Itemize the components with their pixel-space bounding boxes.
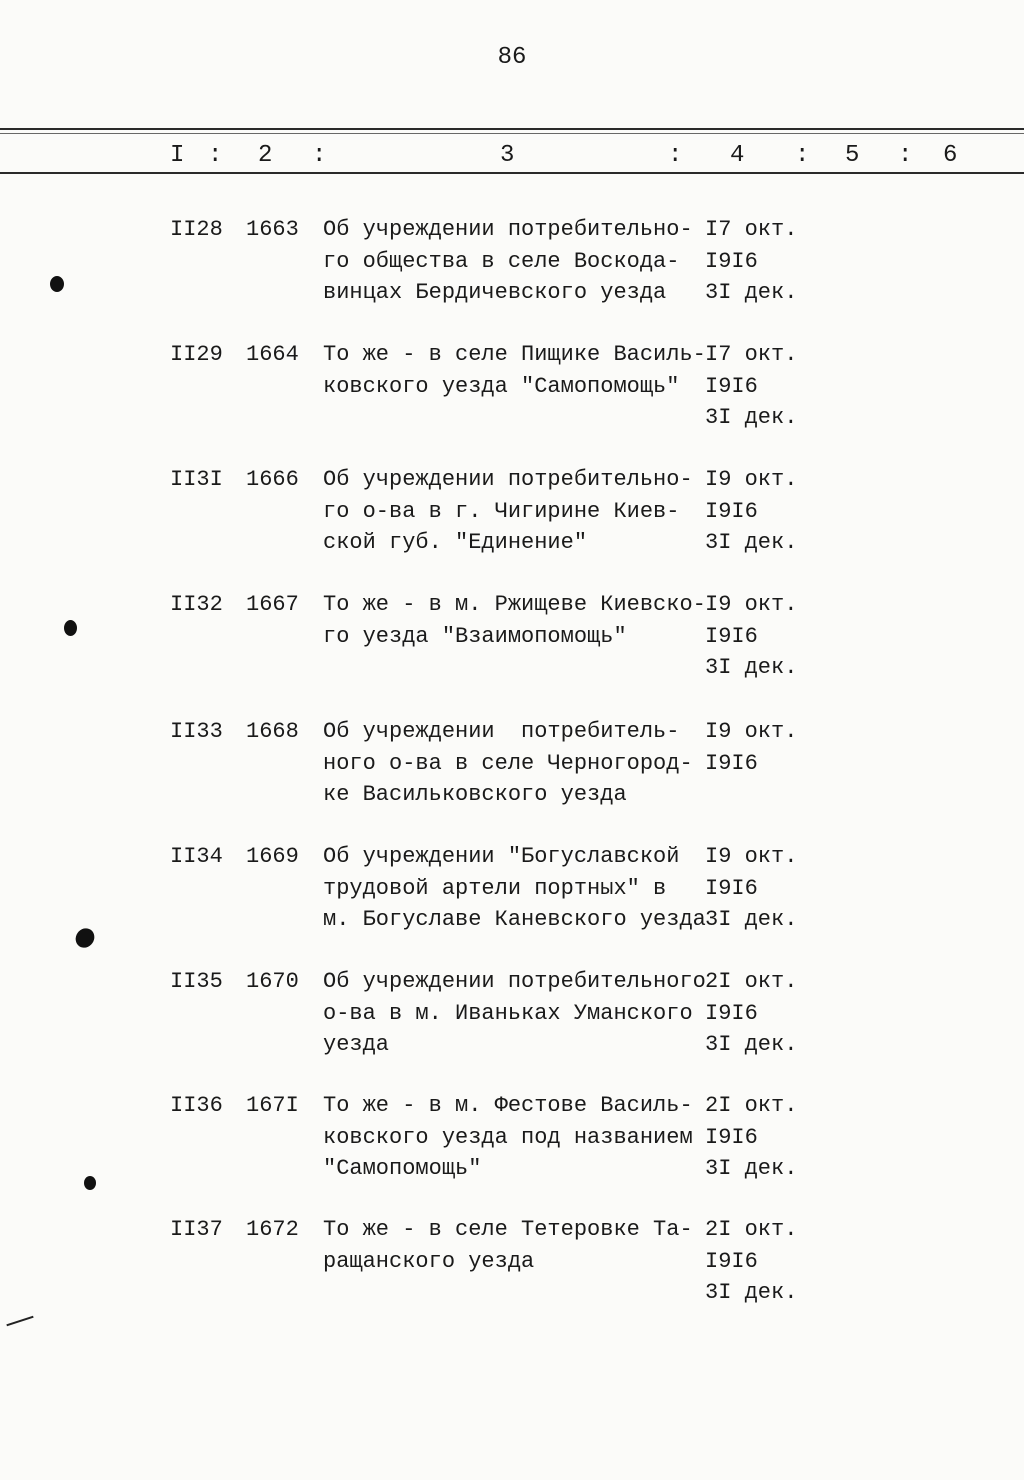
title-line: То же - в м. Фестове Василь- (323, 1093, 693, 1118)
file-number: 1668 (246, 719, 299, 744)
file-number: 1667 (246, 592, 299, 617)
record-title (323, 1090, 693, 1185)
title-line: уезда (323, 1032, 390, 1057)
header-separator: : (898, 142, 913, 169)
record-number: II32 (170, 592, 223, 617)
scan-speck (50, 276, 64, 292)
title-line: о-ва в м. Иваньках Уманского (323, 1000, 693, 1026)
date-line: I9I6 (705, 750, 758, 776)
title-line: ковского уезда "Самопомощь" (323, 373, 680, 399)
record-title (323, 841, 706, 936)
title-line: винцах Бердичевского уезда (323, 280, 667, 305)
record-title (323, 464, 693, 559)
header-col-5: 5 (845, 142, 860, 169)
record-dates (705, 1214, 797, 1309)
header-separator: : (312, 142, 327, 169)
date-line: I9I6 (705, 1000, 758, 1026)
header-col-3: 3 (500, 142, 515, 169)
record-number: II37 (170, 1217, 223, 1242)
header-col-1: I (170, 142, 185, 169)
date-line: I9I6 (705, 1124, 758, 1150)
record-title (323, 1214, 693, 1277)
date-line: I9I6 (705, 498, 758, 524)
date-line: 3I дек. (705, 530, 798, 555)
scan-speck (72, 925, 98, 952)
date-line: 2I окт. (705, 969, 798, 994)
header-col-2: 2 (258, 142, 273, 169)
date-line: 3I дек. (705, 1032, 798, 1057)
title-line: ного о-ва в селе Черногород- (323, 750, 693, 776)
record-number: II36 (170, 1093, 223, 1118)
file-number: 1663 (246, 217, 299, 242)
date-line: I9I6 (705, 248, 758, 274)
record-dates (705, 1090, 797, 1185)
record-title (323, 214, 693, 309)
file-number: 1672 (246, 1217, 299, 1242)
record-title (323, 339, 706, 402)
scan-speck (84, 1176, 96, 1190)
date-line: I9I6 (705, 1248, 758, 1274)
date-line: I9I6 (705, 373, 758, 399)
date-line: 3I дек. (705, 280, 798, 305)
title-line: То же - в селе Пищике Василь- (323, 342, 706, 367)
file-number: 167I (246, 1093, 299, 1118)
record-dates (705, 464, 797, 559)
title-line: Об учреждении "Богуславской (323, 844, 680, 869)
record-dates (705, 716, 797, 779)
title-line: "Самопомощь" (323, 1156, 482, 1181)
header-col-6: 6 (943, 142, 958, 169)
record-number: II33 (170, 719, 223, 744)
record-number: II28 (170, 217, 223, 242)
page-number: 86 (497, 44, 527, 71)
title-line: м. Богуславе Каневского уезда (323, 907, 706, 932)
header-rule-bottom (0, 172, 1024, 174)
title-line: Об учреждении потребительно- (323, 467, 693, 492)
title-line: трудовой артели портных" в (323, 875, 667, 901)
title-line: ке Васильковского уезда (323, 782, 627, 807)
record-dates (705, 841, 797, 936)
date-line: 3I дек. (705, 1156, 798, 1181)
title-line: ращанского уезда (323, 1248, 535, 1274)
record-dates (705, 589, 797, 684)
record-title (323, 966, 706, 1061)
date-line: I7 окт. (705, 342, 798, 367)
file-number: 1669 (246, 844, 299, 869)
date-line: 2I окт. (705, 1217, 798, 1242)
title-line: Об учреждении потребительно- (323, 217, 693, 242)
date-line: 3I дек. (705, 405, 798, 430)
title-line: ской губ. "Единение" (323, 530, 588, 555)
header-separator: : (668, 142, 683, 169)
header-rule-top (0, 128, 1024, 130)
header-rule-top-secondary (0, 133, 1024, 134)
record-number: II3I (170, 467, 223, 492)
header-separator: : (795, 142, 810, 169)
file-number: 1666 (246, 467, 299, 492)
header-separator: : (208, 142, 223, 169)
title-line: Об учреждении потребительного (323, 969, 706, 994)
title-line: То же - в селе Тетеровке Та- (323, 1217, 693, 1242)
title-line: го общества в селе Воскода- (323, 248, 680, 274)
record-number: II29 (170, 342, 223, 367)
title-line: го уезда "Взаимопомощь" (323, 623, 627, 649)
date-line: I9 окт. (705, 467, 798, 492)
title-line: То же - в м. Ржищеве Киевско- (323, 592, 706, 617)
date-line: 3I дек. (705, 1280, 798, 1305)
record-title (323, 716, 693, 811)
record-dates (705, 966, 797, 1061)
date-line: 2I окт. (705, 1093, 798, 1118)
record-dates (705, 214, 797, 309)
date-line: I9I6 (705, 875, 758, 901)
scan-mark (6, 1316, 33, 1327)
title-line: Об учреждении потребитель- (323, 719, 680, 744)
scan-speck (64, 620, 77, 636)
date-line: 3I дек. (705, 655, 798, 680)
record-number: II35 (170, 969, 223, 994)
date-line: I9I6 (705, 623, 758, 649)
date-line: 3I дек. (705, 907, 798, 932)
record-dates (705, 339, 797, 434)
title-line: го о-ва в г. Чигирине Киев- (323, 498, 680, 524)
date-line: I9 окт. (705, 592, 798, 617)
title-line: ковского уезда под названием (323, 1124, 693, 1150)
record-title (323, 589, 706, 652)
file-number: 1664 (246, 342, 299, 367)
header-col-4: 4 (730, 142, 745, 169)
date-line: I9 окт. (705, 844, 798, 869)
date-line: I7 окт. (705, 217, 798, 242)
file-number: 1670 (246, 969, 299, 994)
date-line: I9 окт. (705, 719, 798, 744)
record-number: II34 (170, 844, 223, 869)
